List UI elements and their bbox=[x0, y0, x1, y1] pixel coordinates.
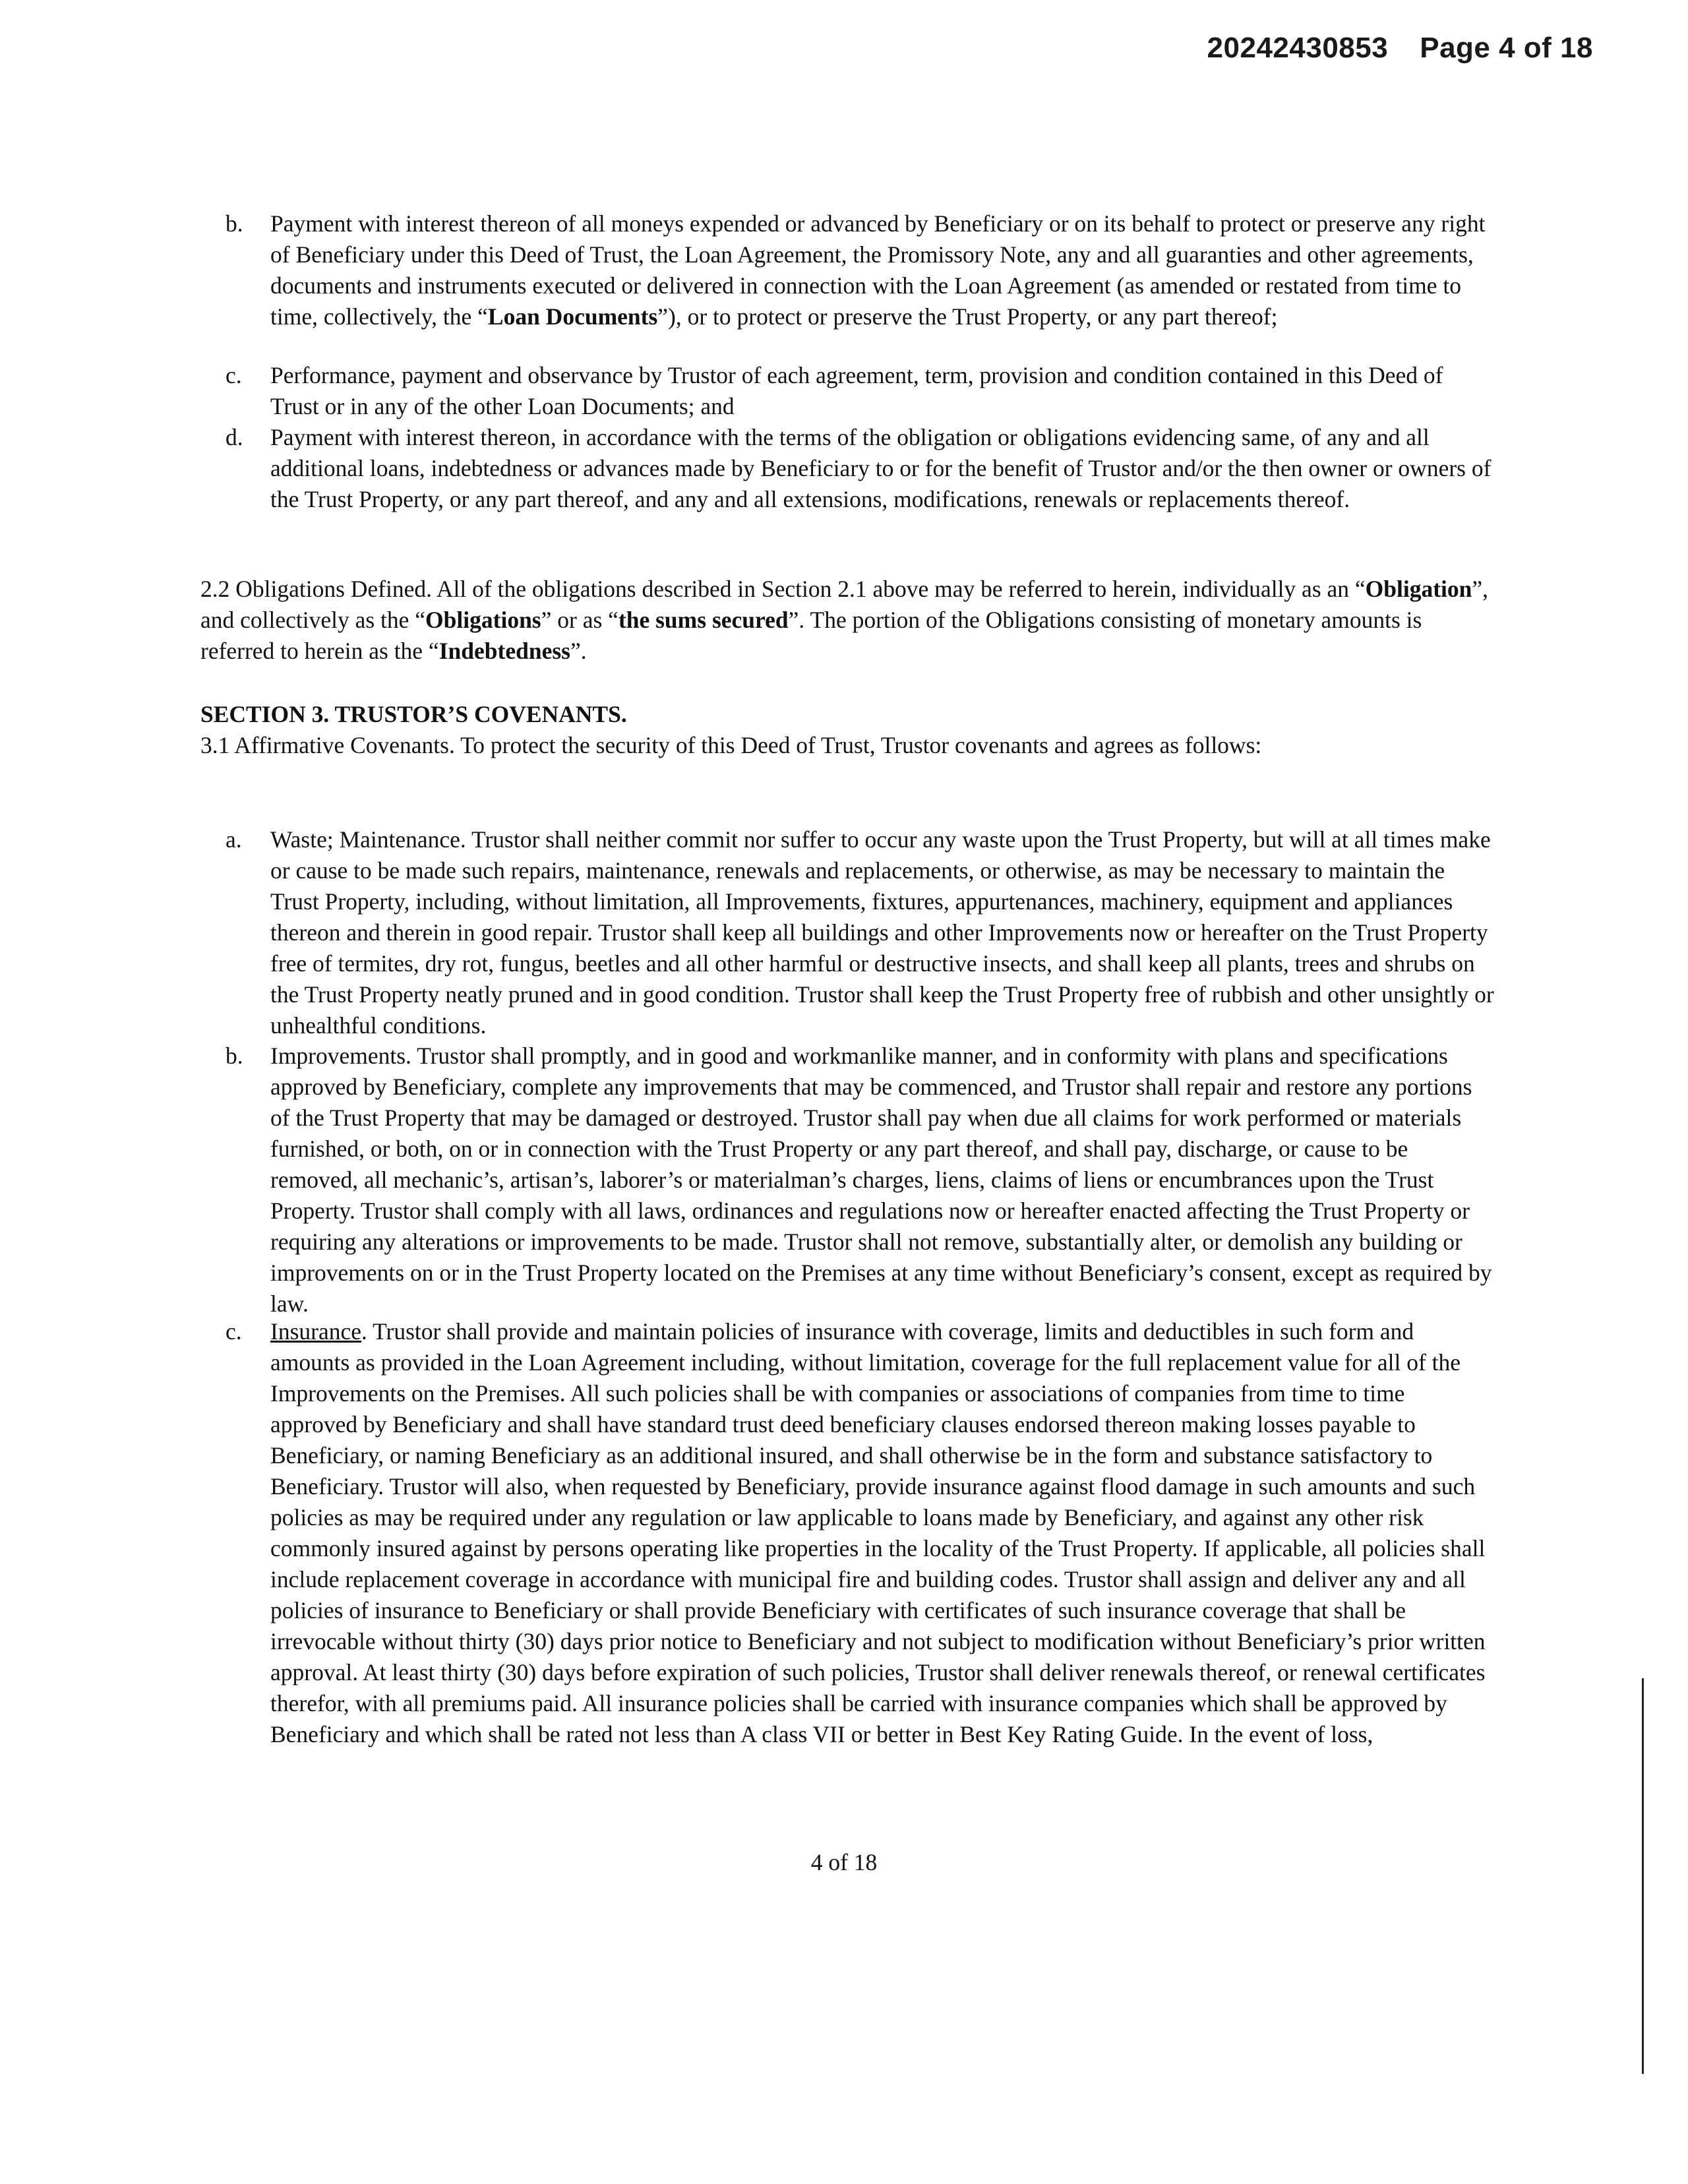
list-item-2-1-b bbox=[226, 208, 1495, 332]
page-header bbox=[1207, 32, 1593, 65]
list-item-text: Performance, payment and observance by Trustor of each agreement, term, provision and condition contained in this Deed of Trust or in any of the other Loan Documents; and bbox=[270, 362, 1443, 419]
insurance-heading: Insurance bbox=[270, 1318, 361, 1345]
list-item-3-1-a bbox=[226, 824, 1495, 1041]
defined-term: Obligation bbox=[1365, 576, 1472, 602]
scan-artifact-line bbox=[1642, 1678, 1644, 2074]
section-3-1-intro: 3.1 Affirmative Covenants. To protect the security of this Deed of Trust, Trustor covenants and agrees as follows: bbox=[200, 732, 1262, 758]
list-item-text: Insurance. Trustor shall provide and maintain policies of insurance with coverage, limits and deductibles in such form and amounts as provided in the Loan Agreement including, without limitation, coverage for the full replacement value for all of the Improvements on the Premises. All such policies shall be with companies or associations of companies from time to time approved by Beneficiary and shall have standard trust deed beneficiary clauses endorsed thereon making losses payable to Beneficiary, or naming Beneficiary as an additional insured, and shall otherwise be in the form and substance satisfactory to Beneficiary. Trustor will also, when requested by Beneficiary, provide insurance against flood damage in such amounts and such policies as may be required under any regulation or law applicable to loans made by Beneficiary, and against any other risk commonly insured against by persons operating like properties in the locality of the Trust Property. If applicable, all policies shall include replacement coverage in accordance with municipal fire and building codes. Trustor shall assign and deliver any and all policies of insurance to Beneficiary or shall provide Beneficiary with certificates of such insurance coverage that shall be irrevocable without thirty (30) days prior notice to Beneficiary and not subject to modification without Beneficiary’s prior written approval. At least thirty (30) days before expiration of such policies, Trustor shall deliver renewals thereof, or renewal certificates therefor, with all premiums paid. All insurance policies shall be carried with insurance companies which shall be approved by Beneficiary and which shall be rated not less than A class VII or better in Best Key Rating Guide. In the event of loss, bbox=[270, 1318, 1486, 1747]
defined-term: Indebtedness bbox=[438, 638, 570, 664]
defined-term: Obligations bbox=[425, 607, 541, 633]
page-footer-number: 4 of 18 bbox=[810, 1849, 878, 1875]
list-item-text: Waste; Maintenance. Trustor shall neither commit nor suffer to occur any waste upon the Trust Property, but will at all times make or cause to be made such repairs, maintenance, renewals and replacements, or otherwise, as may be necessary to maintain the Trust Property, including, without limitation, all Improvements, fixtures, appurtenances, machinery, equipment and appliances thereon and therein in good repair. Trustor shall keep all buildings and other Improvements now or hereafter on the Trust Property free of termites, dry rot, fungus, beetles and all other harmful or destructive insects, and shall keep all plants, trees and shrubs on the Trust Property neatly pruned and in good condition. Trustor shall keep the Trust Property free of rubbish and other unsightly or unhealthful conditions. bbox=[270, 826, 1494, 1039]
defined-term: Loan Documents bbox=[487, 303, 658, 330]
list-item-3-1-b bbox=[226, 1041, 1495, 1320]
list-item-3-1-c bbox=[226, 1316, 1495, 1750]
defined-term: the sums secured bbox=[618, 607, 789, 633]
list-letter: c. bbox=[226, 362, 242, 388]
list-item-2-1-d bbox=[226, 422, 1495, 515]
list-letter: d. bbox=[226, 424, 243, 450]
list-letter: a. bbox=[226, 826, 242, 853]
list-letter: b. bbox=[226, 1043, 243, 1069]
list-item-text: Payment with interest thereon, in accordance with the terms of the obligation or obligations evidencing same, of any and all additional loans, indebtedness or advances made by Beneficiary to or for the benefit of Trustor and/or the then owner or owners of the Trust Property, or any part thereof, and any and all extensions, modifications, renewals or replacements thereof. bbox=[270, 424, 1492, 512]
list-item-text: Improvements. Trustor shall promptly, and in good and workmanlike manner, and in conformity with plans and specifications approved by Beneficiary, complete any improvements that may be commenced, and Trustor shall repair and restore any portions of the Trust Property that may be damaged or destroyed. Trustor shall pay when due all claims for work performed or materials furnished, or both, on or in connection with the Trust Property or any part thereof, and shall pay, discharge, or cause to be removed, all mechanic’s, artisan’s, laborer’s or materialman’s charges, liens, claims of liens or encumbrances upon the Trust Property. Trustor shall comply with all laws, ordinances and regulations now or hereafter enacted affecting the Trust Property or requiring any alterations or improvements to be made. Trustor shall not remove, substantially alter, or demolish any building or improvements on or in the Trust Property located on the Premises at any time without Beneficiary’s consent, except as required by law. bbox=[270, 1043, 1492, 1317]
list-item-text: Payment with interest thereon of all moneys expended or advanced by Beneficiary or on its behalf to protect or preserve any right of Beneficiary under this Deed of Trust, the Loan Agreement, the Promissory Note, any and all guaranties and other agreements, documents and instruments executed or delivered in connection with the Loan Agreement (as amended or restated from time to time, collectively, the “Loan Documents”), or to protect or preserve the Trust Property, or any part thereof; bbox=[270, 210, 1486, 330]
list-letter: b. bbox=[226, 210, 243, 237]
document-number: 20242430853 bbox=[1207, 32, 1389, 64]
list-item-2-1-c bbox=[226, 360, 1495, 422]
list-letter: c. bbox=[226, 1318, 242, 1345]
page-label: Page 4 of 18 bbox=[1420, 32, 1593, 64]
section-2-2-paragraph: 2.2 Obligations Defined. All of the obligations described in Section 2.1 above may be referred to herein, individually as an “Obligation”, and collectively as the “Obligations” or as “the sums secured”. The portion of the Obligations consisting of monetary amounts is referred to herein as the “Indebtedness”. bbox=[200, 576, 1489, 664]
section-3-heading: SECTION 3. TRUSTOR’S COVENANTS. bbox=[200, 701, 627, 727]
